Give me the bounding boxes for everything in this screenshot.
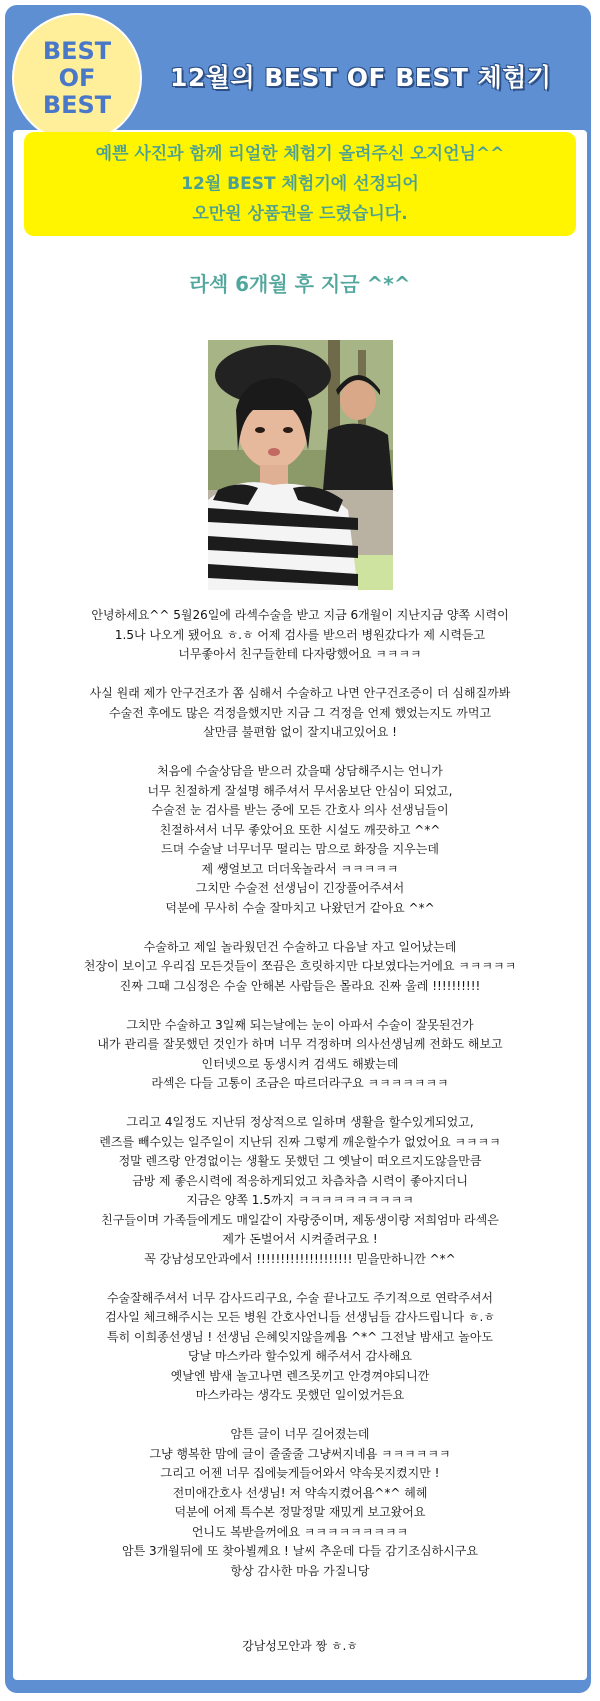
body-line: 사실 원래 제가 안구건조가 쫌 심해서 수술하고 나면 안구건조증이 더 심해질까봐 [89, 686, 511, 700]
body-line: 너무 친절하게 잘설명 해주셔서 무서움보단 안심이 되었고, [147, 783, 453, 798]
body-line: 내가 관리를 잘못했던 것인가 하며 너무 걱정하며 의사선생님께 전화도 해보고 [97, 1037, 503, 1051]
body-line: 그치만 수술하고 3일째 되는날에는 눈이 아파서 수술이 잘못된건가 [126, 1017, 474, 1032]
body-line: 제가 돈벌어서 시켜줄려구요 ! [222, 1232, 378, 1246]
body-line: 그치만 수술전 선생님이 긴장풀어주셔서 [195, 881, 405, 895]
winner-notice [24, 132, 576, 236]
page-title: 12월의 BEST OF BEST 체험기 [170, 63, 552, 92]
body-line: 천장이 보이고 우리집 모든것들이 쪼끔은 흐릿하지만 다보였다는거에요 ㅋㅋㅋㅋㅋ [83, 959, 517, 973]
badge-line-1: BEST [42, 36, 112, 65]
body-line: 너무좋아서 친구들한테 다자랑했어요 ㅋㅋㅋㅋ [178, 647, 422, 661]
signature: 강남성모안과 짱 ㅎ.ㅎ [242, 1639, 358, 1653]
paragraph-gap [13, 918, 587, 938]
body-line: 살만큼 불편함 없이 잘지내고있어요 ! [203, 725, 397, 739]
body-line: 수술전 후에도 많은 걱정을했지만 지금 그 걱정을 언제 했었는지도 까먹고 [108, 705, 492, 720]
body-line: 꼭 강남성모안과에서 !!!!!!!!!!!!!!!!!!!! 믿을만하니깐 ^*^ [144, 1251, 456, 1266]
body-line: 수술잘해주셔서 너무 감사드리구요, 수술 끝나고도 주기적으로 연락주셔서 [106, 1290, 494, 1305]
body-line: 검사일 체크해주시는 모든 병원 간호사언니들 선생님들 감사드립니다 ㅎ.ㅎ [105, 1310, 495, 1324]
paragraph-gap [13, 743, 587, 763]
body-line: 그냥 행복한 맘에 글이 줄줄줄 그냥써지네욤 ㅋㅋㅋㅋㅋㅋ [149, 1446, 451, 1461]
photo-illustration [208, 340, 393, 590]
body-line: 언니도 복받을꺼에요 ㅋㅋㅋㅋㅋㅋㅋㅋㅋ [191, 1524, 409, 1539]
selfie-photo [208, 340, 393, 590]
body-line: 당날 마스카라 할수있게 해주셔서 감사해요 [188, 1349, 412, 1363]
paragraph-gap [13, 665, 587, 685]
body-line: 수술전 눈 검사를 받는 중에 모든 간호사 의사 선생님들이 [151, 803, 449, 817]
body-line: 수술하고 제일 놀라웠던건 수술하고 다음날 자고 일어났는데 [143, 939, 457, 954]
body-line: 렌즈를 빼수있는 일주일이 지난뒤 진짜 그렇게 깨운할수가 없었어요 ㅋㅋㅋㅋ [99, 1134, 501, 1149]
body-line: 금방 제 좋은시력에 적응하게되었고 차츰차츰 시력이 좋아지더니 [132, 1173, 468, 1188]
body-line: 덕분에 무사히 수술 잘마치고 나왔던거 같아요 ^*^ [165, 900, 435, 915]
notice-line: 12월 BEST 체험기에 선정되어 [181, 174, 419, 194]
paragraph-gap [13, 996, 587, 1016]
paragraph-gap [13, 1406, 587, 1426]
body-line: 그리고 어젠 너무 집에늦게들어와서 약속못지켰지만 ! [160, 1466, 440, 1480]
body-line: 친절하셔서 너무 좋았어요 또한 시설도 깨끗하고 ^*^ [159, 822, 441, 837]
body-line: 제 쌩얼보고 더더욱놀라서 ㅋㅋㅋㅋㅋ [201, 861, 399, 876]
body-line: 특히 이희종선생님 ! 선생님 은혜잊지않을께욤 ^*^ 그전날 밤새고 놀아도 [106, 1329, 493, 1344]
body-line: 그리고 4일정도 지난뒤 정상적으로 일하며 생활을 할수있게되었고, [126, 1115, 474, 1129]
best-badge [14, 15, 140, 141]
body-line: 전미애간호사 선생님! 저 약속지켰어욤^*^ 헤헤 [172, 1485, 428, 1500]
body-line: 지금은 양쪽 1.5까지 ㅋㅋㅋㅋㅋㅋㅋㅋㅋㅋ [186, 1193, 414, 1207]
body-line: 인터넷으로 동생시켜 검색도 해봤는데 [201, 1056, 399, 1071]
body-line: 처음에 수술상담을 받으러 갔을때 상담해주시는 언니가 [157, 764, 443, 778]
body-line: 라섹은 다들 고통이 조금은 따르더라구요 ㅋㅋㅋㅋㅋㅋㅋ [151, 1076, 449, 1090]
body-line: 덕분에 어제 특수본 정말정말 재밌게 보고왔어요 [174, 1505, 426, 1519]
badge-line-2: OF [58, 63, 96, 92]
body-line: 암튼 3개월뒤에 또 찾아뵐께요 ! 날씨 추운데 다들 감기조심하시구요 [122, 1544, 478, 1558]
body-line: 마스카라는 생각도 못했던 일이었거든요 [195, 1388, 405, 1402]
body-line: 암튼 글이 너무 길어졌는데 [230, 1427, 370, 1441]
badge-line-3: BEST [42, 90, 112, 119]
body-line: 친구들이며 가족들에게도 매일같이 자랑중이며, 제동생이랑 저희엄마 라섹은 [101, 1212, 499, 1227]
body-line: 1.5나 나오게 됐어요 ㅎ.ㅎ 어제 검사를 받으러 병원갔다가 제 시력듣고 [114, 627, 486, 642]
review-body [13, 606, 587, 1581]
paragraph-gap [13, 1269, 587, 1289]
notice-line: 예쁜 사진과 함께 리얼한 체험기 올려주신 오지언님^^ [95, 144, 505, 164]
body-line: 진짜 그때 그심정은 수술 안해본 사람들은 몰라요 진짜 울레 !!!!!!!!!! [119, 978, 481, 993]
body-line: 드뎌 수술날 너무너무 떨리는 맘으로 화장을 지우는데 [161, 842, 439, 856]
body-line: 옛날엔 밤새 놀고나면 렌즈못끼고 안경껴야되니깐 [170, 1368, 430, 1383]
paragraph-gap [13, 1094, 587, 1114]
body-line: 안녕하세요^^ 5월26일에 라섹수술을 받고 지금 6개월이 지난지금 양쪽 시력이 [91, 608, 509, 622]
body-line: 항상 감사한 마음 가질니당 [230, 1563, 370, 1578]
notice-line: 오만원 상품권을 드렸습니다. [192, 204, 408, 224]
review-subtitle: 라섹 6개월 후 지금 ^*^ [189, 272, 411, 296]
body-line: 정말 렌즈랑 안경없이는 생활도 못했던 그 옛날이 떠오르지도않을만큼 [118, 1154, 482, 1168]
